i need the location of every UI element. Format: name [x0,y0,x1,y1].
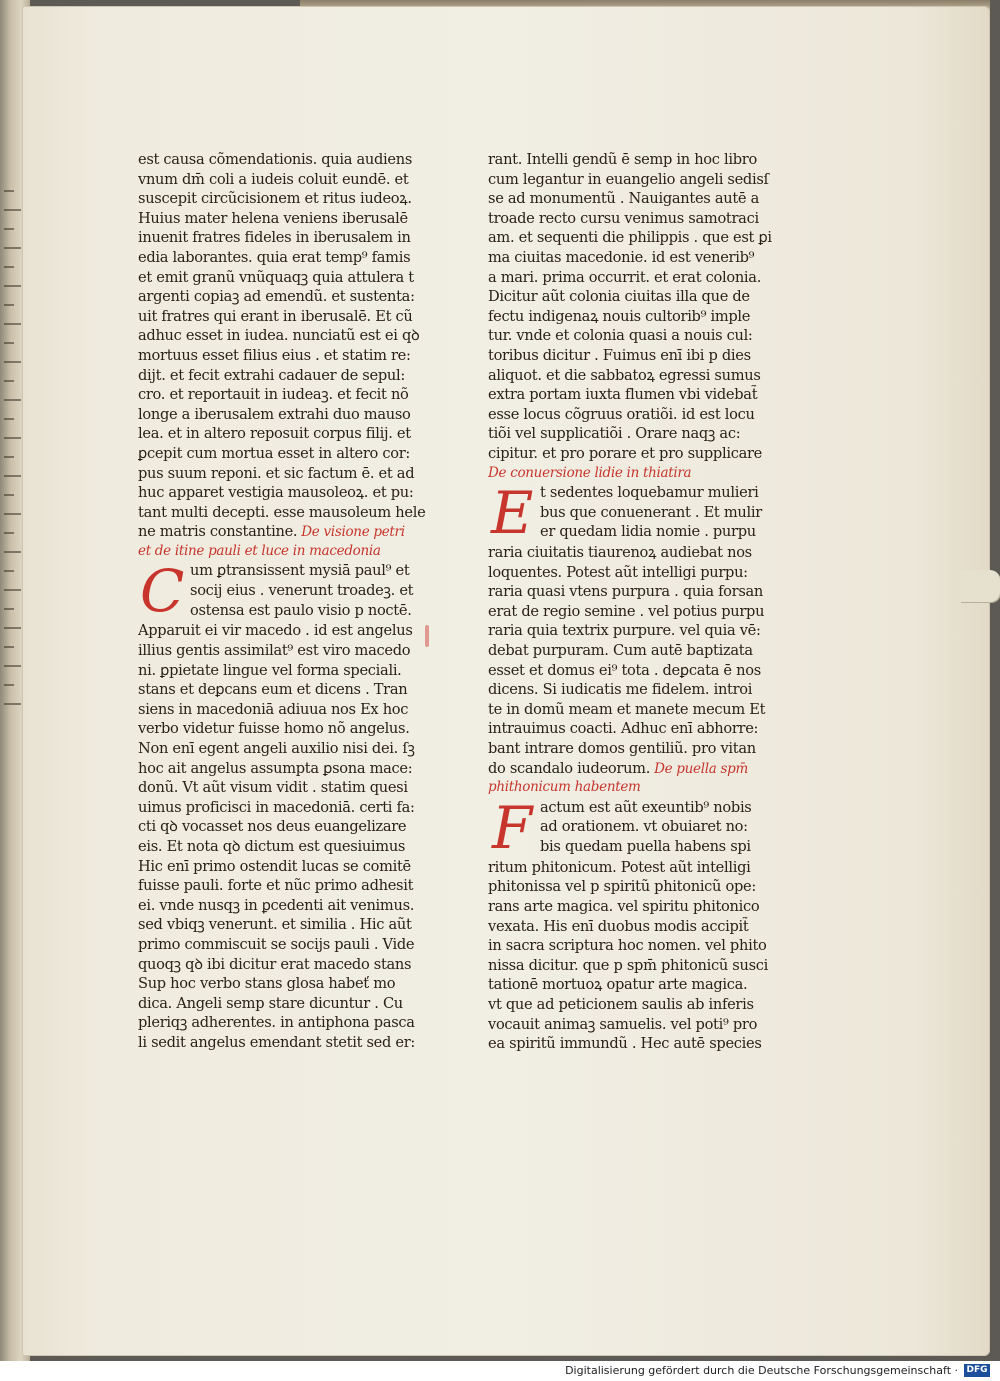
text-line: actum est aũt exeuntib⁹ nobis [540,798,752,816]
text-line: nissa dicitur. que p spm̄ phitonicũ susci [488,956,769,974]
text-line: debat purpuram. Cum autē baptizata [488,642,753,660]
text-line: Huius mater helena veniens iberusalē [138,209,408,227]
previous-page-text-fragment [4,304,14,306]
text-line: esset et domus ei⁹ tota . deꝑcata ē nos [488,661,761,679]
text-line: quoqꝫ qꝺ ibi dicitur erat macedo stans [138,955,412,973]
text-line: toribus dicitur . Fuimus enī ibi p dies [488,346,751,364]
text-line: se ad monumentũ . Nauigantes autē a [488,190,759,208]
text-line: illius gentis assimilat⁹ est viro macedo [138,642,411,660]
previous-page-text-fragment [4,437,21,439]
text-line: ad orationem. vt obuiaret no: [540,818,748,836]
rubric-tail: De visione petri [301,524,405,541]
text-line: raria ciuitatis tiaurenoꝝ audiebat nos [488,544,752,562]
text-line: siens in macedoniā adiuua nos Ex hoc [138,700,409,718]
text-line: er quedam lidia nomie . purpu [540,523,756,541]
previous-page-text-fragment [4,209,21,211]
previous-page-text-fragment [4,361,21,363]
text-line: cum legantur in euangelio angeli sedisſ [488,170,769,188]
text-line: ostensa est paulo visio p noctē. [190,601,412,619]
rubric-heading-visio: et de itine pauli et luce in macedonia [138,542,381,559]
text-line: dicens. Si iudicatis me fidelem. introi [488,681,753,699]
red-initial-f: F [492,797,532,858]
right-paragraph-2 [488,543,778,778]
text-line: vnum dm̄ coli a iudeis coluit eundē. et [138,170,409,188]
text-line: cti qꝺ vocasset nos deus euangelizare [138,818,407,836]
text-line: tiõi vel supplicatiõi . Orare naqꝫ ac: [488,425,741,443]
text-line: bus que conuenerant . Et mulir [540,503,762,521]
text-line: te in domũ meam et manete mecum Et [488,700,766,718]
rubric-tail: De puella spm̄ [654,760,748,777]
previous-page-text-fragment [4,456,14,458]
text-line: bis quedam puella habens spi [540,838,751,855]
text-line: uit fratres qui erant in iberusalē. Et cũ [138,307,413,325]
text-line: fuisse pauli. forte et nũc primo adhesit [138,877,414,895]
text-line: raria quia textrix purpure. vel quia vē: [488,622,761,640]
text-line: longe a iberusalem extrahi duo mauso [138,405,411,423]
red-initial-e: E [490,483,534,544]
text-line: huc apparet vestigia mausoleoꝝ. et pu: [138,484,414,502]
text-line: sed vbiqꝫ venerunt. et similia . Hic aũt [138,916,412,934]
right-paragraph-1 [488,150,778,464]
text-line: Dicitur aũt colonia ciuitas illa que de [488,288,750,306]
text-line: argenti copiaꝫ ad emendũ. et sustenta: [138,288,415,306]
previous-page-text-fragment [4,532,14,534]
left-initial-block [138,561,428,621]
text-line: t sedentes loquebamur mulieri [540,484,759,502]
text-line: tur. vnde et colonia quasi a nouis cul: [488,327,753,345]
text-line: ei. vnde nusqꝫ in ꝑcedenti ait venimus. [138,896,415,914]
text-line: esse locus cõgruus oratiõi. id est locu [488,405,755,423]
text-line: inuenit fratres fideles in iberusalem in [138,229,411,247]
text-line: cipitur. et pro porare et pro supplicare [488,444,762,462]
page-tab [960,570,1000,602]
text-line: a mari. prima occurrit. et erat colonia. [488,268,762,286]
text-line: am. et sequenti die philippis . que est ꝑi [488,229,772,247]
previous-page-text-fragment [4,399,21,401]
previous-page-text-fragment [4,589,21,591]
previous-page-text-fragment [4,475,21,477]
text-line: et emit granũ vnũquaqꝫ quia attulera t [138,268,414,286]
previous-page-text-fragment [4,247,21,249]
text-line: in sacra scriptura hoc nomen. vel phito [488,937,767,955]
text-line: tant multi decepti. esse mausoleum hele [138,503,426,521]
left-text-column [138,150,428,1053]
right-initial-block-2 [488,798,778,858]
text-line: raria quasi vtens purpura . quia forsan [488,583,764,601]
previous-page-text-fragment [4,380,14,382]
previous-page-text-fragment [4,627,21,629]
text-line: dica. Angeli semp stare dicuntur . Cu [138,994,403,1012]
text-line: bant intrare domos gentiliũ. pro vitan [488,740,756,758]
previous-page-text-fragment [4,323,21,325]
text-line: verbo videtur fuisse homo nõ angelus. [138,720,410,738]
text-line: Hic enī primo ostendit lucas se comitē [138,857,411,875]
left-paragraph-1 [138,150,428,542]
text-line: uimus proficisci in macedoniā. certi fa: [138,798,415,816]
text-line: rans arte magica. vel spiritu phitonico [488,898,760,915]
text-line: erat de regio semine . vel potius purpu [488,602,765,620]
rubric-heading-lidia: De conuersione lidie in thiatira [488,464,692,481]
previous-page-text-fragment [4,266,14,268]
text-line: ne matris constantine. De visione petri [138,523,405,541]
text-line: vt que ad peticionem saulis ab inferis [488,995,754,1013]
previous-page-text-fragment [4,342,14,344]
right-paragraph-3 [488,858,778,1054]
text-line: mortuus esset filius eius . et statim re: [138,346,411,364]
previous-page-text-fragment [4,228,14,230]
red-initial-c: C [140,561,185,622]
text-line: ꝑcepit cum mortua esset in altero cor: [138,444,411,462]
text-line: hoc ait angelus assumpta ꝑsona mace: [138,759,413,777]
previous-page-text-fragment [4,570,14,572]
text-line: tationē mortuoꝝ opatur arte magica. [488,976,748,994]
previous-page-text-fragment [4,665,21,667]
text-line: eis. Et nota qꝺ dictum est quesiuimus [138,838,406,855]
text-line: extra portam iuxta flumen vbi videbat̃ [488,386,758,404]
text-line: pleriqꝫ adherentes. in antiphona pasca [138,1014,415,1032]
text-line: pus suum reponi. et sic factum ē. et ad [138,464,415,482]
previous-page-text-fragment [4,646,14,648]
right-text-column [488,150,778,1054]
text-line: fectu indigenaꝝ nouis cultorib⁹ imple [488,307,751,325]
previous-page-text-fragment [4,190,14,192]
rubric-heading-puella: phithonicum habentem [488,779,641,796]
text-line: suscepit circũcisionem et ritus iudeoꝝ. [138,190,412,208]
text-line: intrauimus coacti. Adhuc enī abhorre: [488,720,759,738]
text-line: lea. et in altero reposuit corpus filij. et [138,425,411,443]
text-line: vexata. His enī duobus modis accipit̃ [488,917,749,935]
text-line: edia laborantes. quia erat temp⁹ famis [138,248,411,266]
text-line: aliquot. et die sabbatoꝝ egressi sumus [488,366,761,384]
text-line: cro. et reportauit in iudeaꝫ. et fecit nõ [138,386,409,404]
previous-page-text-fragment [4,494,14,496]
previous-page-text-fragment [4,551,21,553]
text-line: li sedit angelus emendant stetit sed er: [138,1033,416,1051]
text-line: primo commiscuit se socijs pauli . Vide [138,935,415,953]
text-line: vocauit animaꝫ samuelis. vel poti⁹ pro [488,1015,758,1033]
previous-page-text-fragment [4,513,21,515]
text-line: stans et deꝑcans eum et dicens . Tran [138,681,408,699]
previous-page-text-fragment [4,608,14,610]
previous-page-text-fragment [4,285,21,287]
text-line: loquentes. Potest aũt intelligi purpu: [488,563,748,581]
text-line: troade recto cursu venimus samotraci [488,209,759,227]
dfg-logo: DFG [964,1364,990,1377]
text-line: Non enī egent angeli auxilio nisi dei. ſꝫ [138,740,415,758]
text-line: do scandalo iudeorum. De puella spm̄ [488,759,748,777]
text-line: donũ. Vt aũt visum vidit . statim quesi [138,779,408,797]
text-line: Sup hoc verbo stans glosa habeť mo [138,975,396,993]
text-line: phitonissa vel p spiritũ phitonicũ ope: [488,878,756,896]
right-initial-block-1 [488,483,778,543]
previous-page-text-fragment [4,684,14,686]
previous-page-text-fragment [4,703,21,705]
text-line: ma ciuitas macedonie. id est venerib⁹ [488,248,755,266]
previous-page-text-fragment [4,418,14,420]
funding-notice: Digitalisierung gefördert durch die Deutsche Forschungsgemeinschaft · [565,1364,958,1377]
text-line: rant. Intelli gendũ ē semp in hoc libro [488,151,757,168]
footer-bar [0,1361,1000,1381]
left-paragraph-2 [138,621,428,1052]
text-line: ea spiritũ immundũ . Hec autē species [488,1035,762,1053]
text-line: ritum phitonicum. Potest aũt intelligi [488,858,751,876]
text-line: adhuc esset in iudea. nunciatũ est ei qꝺ [138,327,420,345]
text-line: est causa cõmendationis. quia audiens [138,151,413,168]
text-line: dijt. et fecit extrahi cadauer de sepul: [138,366,405,384]
text-line: ni. ꝑpietate lingue vel forma speciali. [138,661,402,679]
text-line: um ꝑtransissent mysiā paul⁹ et [190,562,410,580]
text-line: socij eius . venerunt troadeꝫ. et [190,582,414,600]
text-line: Apparuit ei vir macedo . id est angelus [138,622,413,640]
